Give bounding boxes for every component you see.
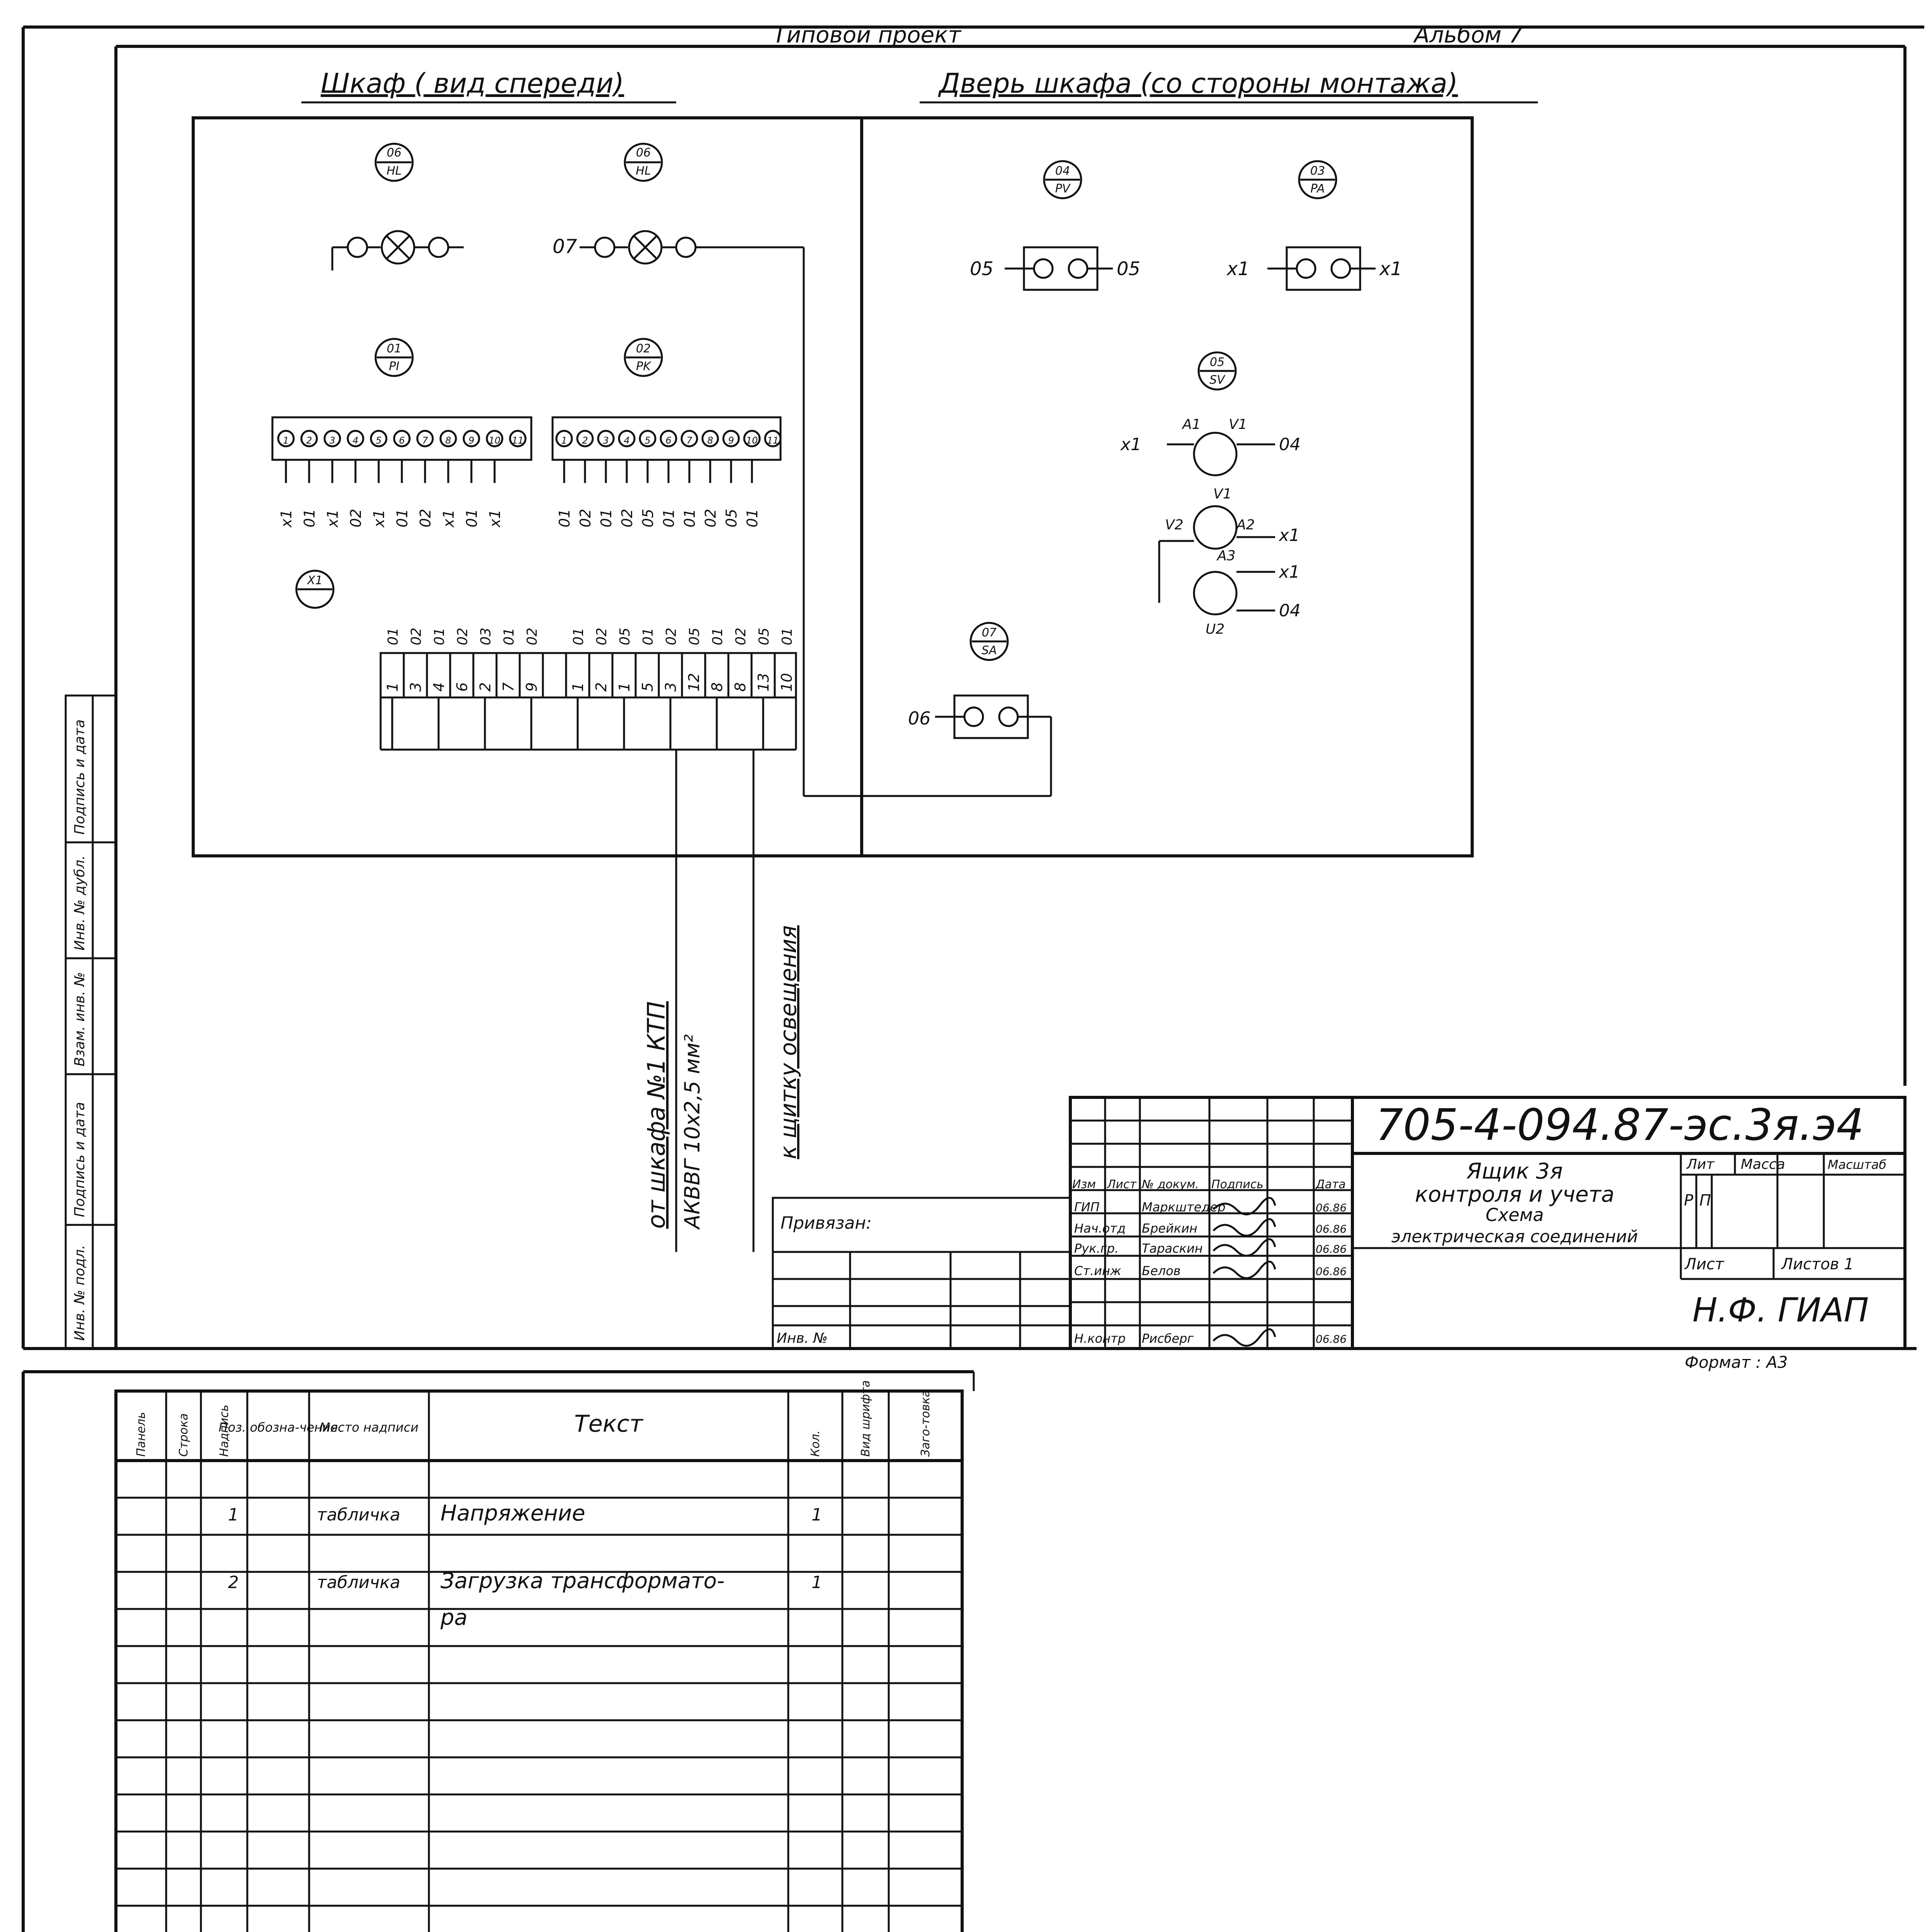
terminal-number: 5 (645, 435, 651, 446)
wire-label: 01 (660, 509, 677, 527)
terminal-top-label: 02 (524, 628, 540, 645)
svg-text:04: 04 (1055, 164, 1070, 178)
terminal-top-label: 01 (432, 628, 447, 645)
terminal-number: 10 (778, 673, 795, 692)
terminal-number: 8 (707, 435, 713, 446)
wire-label: 01 (463, 509, 480, 527)
svg-text:Формат : А3: Формат : А3 (1685, 1353, 1788, 1372)
terminal-number: 6 (399, 435, 405, 446)
svg-text:V1: V1 (1213, 486, 1232, 502)
table-cell-text: ра (440, 1605, 468, 1630)
meter-pk-terminals (553, 417, 781, 527)
terminal-block-x1-terminals (381, 628, 795, 750)
svg-text:Схема: Схема (1485, 1204, 1544, 1225)
bound-block-1 (773, 1198, 1070, 1349)
svg-text:Взам. инв. №: Взам. инв. № (72, 972, 88, 1066)
terminal-number: 12 (685, 673, 702, 692)
header-typical-project: Типовой проект (773, 22, 961, 48)
title-person: Рисберг (1142, 1331, 1194, 1346)
terminal-number: 10 (746, 435, 758, 446)
title-col-header: № докум. (1142, 1178, 1199, 1191)
svg-text:07: 07 (981, 626, 997, 639)
terminal-number: 3 (407, 682, 424, 692)
inscriptions-table (116, 1380, 962, 1932)
terminal-number: 3 (662, 682, 679, 692)
title-role: Ст.инж (1074, 1264, 1121, 1278)
title-role: Нач.отд (1074, 1221, 1126, 1236)
terminal-top-label: 02 (594, 628, 610, 645)
terminal-number: 1 (561, 435, 567, 446)
svg-text:Лит: Лит (1687, 1156, 1714, 1172)
terminal-number: 9 (728, 435, 734, 446)
title-person: Маркштедер (1142, 1200, 1226, 1214)
svg-text:04: 04 (1279, 435, 1301, 454)
meter-pa (1226, 161, 1402, 290)
svg-text:HL: HL (386, 164, 402, 178)
table-header: Кол. (809, 1430, 822, 1457)
table-cell-no: 1 (228, 1505, 239, 1525)
wire-label: x1 (440, 509, 457, 527)
wire-label: x1 (371, 509, 388, 527)
svg-text:электрическая соединений: электрическая соединений (1391, 1227, 1638, 1247)
wire-label: 01 (598, 509, 615, 527)
lamp-wire-label: 07 (553, 235, 577, 258)
terminal-number: 4 (430, 682, 447, 692)
svg-text:Ящик 3я: Ящик 3я (1466, 1159, 1563, 1184)
terminal-number: 8 (732, 682, 749, 692)
terminal-number: 11 (767, 435, 779, 446)
svg-text:Р: Р (1684, 1192, 1694, 1209)
title-col-header: Подпись (1211, 1178, 1264, 1191)
table-cell-text: Напряжение (440, 1501, 585, 1526)
wire-label: x1 (486, 509, 503, 527)
cable-type-label: АКВВГ 10х2,5 мм² (680, 1034, 704, 1229)
terminal-number: 9 (468, 435, 474, 446)
svg-text:HL: HL (636, 164, 651, 178)
wire-label: 05 (723, 509, 740, 527)
wire-label: 01 (556, 509, 573, 527)
terminal-number: 10 (488, 435, 501, 446)
terminal-top-label: 02 (455, 628, 471, 645)
terminal-number: 3 (603, 435, 609, 446)
cabinet-front-title: Шкаф ( вид спереди) (321, 68, 624, 99)
title-col-header: Лист (1107, 1178, 1137, 1191)
table-cell-place: табличка (317, 1573, 400, 1592)
svg-text:06: 06 (636, 146, 651, 160)
terminal-top-label: 01 (571, 628, 587, 645)
svg-text:x1: x1 (1279, 562, 1300, 582)
title-block-1 (1070, 1097, 1905, 1372)
terminal-top-label: 01 (385, 628, 401, 645)
terminal-number: 5 (376, 435, 382, 446)
title-role: Рук.гр. (1074, 1241, 1119, 1256)
terminal-number: 3 (329, 435, 335, 446)
table-cell-qty: 1 (811, 1573, 822, 1592)
terminal-number: 7 (422, 435, 428, 446)
title-col-header: Изм (1072, 1178, 1096, 1191)
meter-pv (970, 161, 1140, 290)
terminal-number: 8 (709, 682, 726, 692)
terminal-top-label: 01 (779, 628, 795, 645)
terminal-number: 2 (593, 682, 610, 692)
svg-text:Лист: Лист (1685, 1255, 1724, 1273)
svg-text:03: 03 (1310, 164, 1325, 178)
terminal-number: 6 (454, 682, 471, 692)
title-date: 06.86 (1316, 1201, 1347, 1214)
signature (1213, 1239, 1275, 1256)
svg-text:Масса: Масса (1741, 1156, 1785, 1172)
wire-label: 01 (301, 509, 318, 527)
lamp-hl-1 (376, 144, 413, 181)
cabinet-outline (193, 118, 1472, 856)
svg-text:Инв. № подл.: Инв. № подл. (72, 1245, 88, 1341)
svg-text:V2: V2 (1165, 517, 1184, 533)
wire-label: 01 (744, 509, 761, 527)
svg-text:PI: PI (389, 360, 400, 373)
title-date: 06.86 (1316, 1223, 1347, 1235)
svg-text:PK: PK (636, 360, 651, 373)
side-stamp-1 (66, 696, 116, 1349)
title-person: Белов (1142, 1264, 1181, 1278)
svg-text:x1: x1 (1379, 258, 1402, 280)
wire-label: x1 (278, 509, 295, 527)
svg-text:PA: PA (1310, 182, 1325, 196)
title-person: Тараскин (1142, 1241, 1203, 1256)
table-header: Место надписи (319, 1420, 419, 1435)
table-header: Панель (134, 1412, 148, 1457)
svg-text:SA: SA (981, 644, 997, 657)
terminal-top-label: 01 (501, 628, 517, 645)
terminal-top-label: 05 (687, 628, 702, 645)
cable-lighting-label: к щитку освещения (775, 925, 801, 1159)
svg-text:06: 06 (908, 708, 931, 729)
terminal-top-label: 05 (756, 628, 772, 645)
svg-text:01: 01 (386, 342, 402, 355)
cabinet-door-title: Дверь шкафа (со стороны монтажа) (939, 68, 1458, 99)
header-album: Альбом 7 (1414, 22, 1523, 48)
terminal-number: 2 (306, 435, 312, 446)
table-header: Заго-товка (919, 1390, 932, 1457)
wire-label: 02 (417, 509, 434, 527)
svg-text:05: 05 (970, 258, 994, 280)
title-date: 06.86 (1316, 1333, 1347, 1345)
terminal-number: 8 (445, 435, 451, 446)
terminal-top-label: 05 (617, 628, 633, 645)
terminal-number: 1 (384, 682, 401, 692)
title-person: Брейкин (1142, 1221, 1197, 1236)
title-role: Н.контр (1074, 1331, 1126, 1346)
table-cell-qty: 1 (811, 1505, 822, 1525)
meter-pk (625, 339, 662, 376)
terminal-number: 13 (755, 673, 772, 692)
table-cell-text: Загрузка трансформато- (440, 1568, 725, 1594)
org-name-1: Н.Ф. ГИАП (1692, 1291, 1869, 1330)
svg-text:A3: A3 (1217, 548, 1236, 564)
wire-label: x1 (324, 509, 341, 527)
svg-text:04: 04 (1279, 601, 1301, 621)
wire-label: 01 (394, 509, 411, 527)
title-date: 06.86 (1316, 1265, 1347, 1278)
meter-pi-terminals (272, 417, 531, 528)
table-header: Строка (177, 1413, 190, 1457)
svg-text:Подпись и дата: Подпись и дата (72, 1102, 88, 1217)
svg-text:Листов 1: Листов 1 (1781, 1255, 1854, 1273)
svg-text:PV: PV (1055, 182, 1070, 196)
table-header: Вид шрифта (859, 1380, 872, 1457)
svg-text:x1: x1 (1227, 258, 1250, 280)
switch-sv (1120, 352, 1301, 637)
table-cell-no: 2 (228, 1573, 239, 1592)
title-date: 06.86 (1316, 1243, 1347, 1255)
table-cell-place: табличка (317, 1505, 400, 1525)
title-col-header: Дата (1316, 1178, 1346, 1191)
svg-text:Подпись и дата: Подпись и дата (72, 719, 88, 835)
svg-text:контроля и учета: контроля и учета (1415, 1182, 1615, 1207)
table-header: Текст (574, 1410, 643, 1437)
terminal-number: 4 (624, 435, 630, 446)
meter-pi (376, 339, 413, 376)
terminal-number: 7 (500, 682, 517, 692)
terminal-top-label: 03 (478, 628, 494, 645)
sheet-1 (23, 22, 1924, 1372)
terminal-number: 5 (639, 682, 656, 692)
svg-text:06: 06 (386, 146, 402, 160)
svg-text:Масштаб: Масштаб (1828, 1157, 1887, 1172)
svg-text:Инв. №: Инв. № (777, 1330, 828, 1346)
table-header: Надпись (218, 1405, 231, 1457)
wire-label: 02 (619, 509, 636, 527)
wire-label: 02 (347, 509, 364, 527)
sheet-2 (23, 1372, 974, 1932)
terminal-top-label: 02 (408, 628, 424, 645)
signature (1213, 1219, 1275, 1236)
terminal-top-label: 02 (733, 628, 749, 645)
switch-sa (804, 623, 1051, 796)
svg-text:U2: U2 (1206, 621, 1225, 637)
terminal-number: 4 (352, 435, 359, 446)
svg-text:SV: SV (1209, 373, 1225, 387)
terminal-number: 9 (523, 682, 540, 692)
wire-label: 05 (639, 509, 656, 527)
svg-text:x1: x1 (1279, 526, 1300, 545)
svg-text:X1: X1 (307, 574, 323, 587)
svg-text:П: П (1699, 1192, 1711, 1209)
svg-text:x1: x1 (1121, 435, 1142, 454)
doc-number-1: 705-4-094.87-эс.3я.э4 (1376, 1100, 1864, 1150)
cable-from-label: от шкафа №1 КТП (642, 1001, 670, 1229)
title-role: ГИП (1074, 1200, 1100, 1214)
terminal-number: 11 (512, 435, 524, 446)
terminal-number: 2 (582, 435, 588, 446)
terminal-number: 6 (665, 435, 672, 446)
svg-text:05: 05 (1117, 258, 1141, 280)
lamp-hl-2 (625, 144, 662, 181)
svg-text:Инв. № дубл.: Инв. № дубл. (72, 855, 88, 951)
terminal-top-label: 01 (640, 628, 656, 645)
svg-text:02: 02 (636, 342, 651, 355)
terminal-block-x1 (296, 571, 796, 750)
terminal-number: 7 (686, 435, 692, 446)
table-header: Поз. обозна-чения (218, 1420, 338, 1435)
terminal-number: 2 (477, 682, 494, 692)
wire-label: 02 (577, 509, 594, 527)
svg-text:A2: A2 (1236, 517, 1255, 533)
terminal-number: 1 (570, 682, 587, 692)
terminal-number: 1 (616, 682, 633, 692)
signature (1213, 1329, 1275, 1346)
terminal-top-label: 02 (663, 628, 679, 645)
svg-text:Привязан:: Привязан: (781, 1213, 872, 1233)
terminal-number: 1 (283, 435, 289, 446)
svg-text:05: 05 (1209, 355, 1225, 369)
signature (1213, 1262, 1275, 1278)
svg-text:A1: A1 (1182, 417, 1201, 432)
wire-label: 01 (681, 509, 698, 527)
terminal-top-label: 01 (710, 628, 726, 645)
svg-text:V1: V1 (1229, 417, 1247, 432)
wire-label: 02 (702, 509, 719, 527)
